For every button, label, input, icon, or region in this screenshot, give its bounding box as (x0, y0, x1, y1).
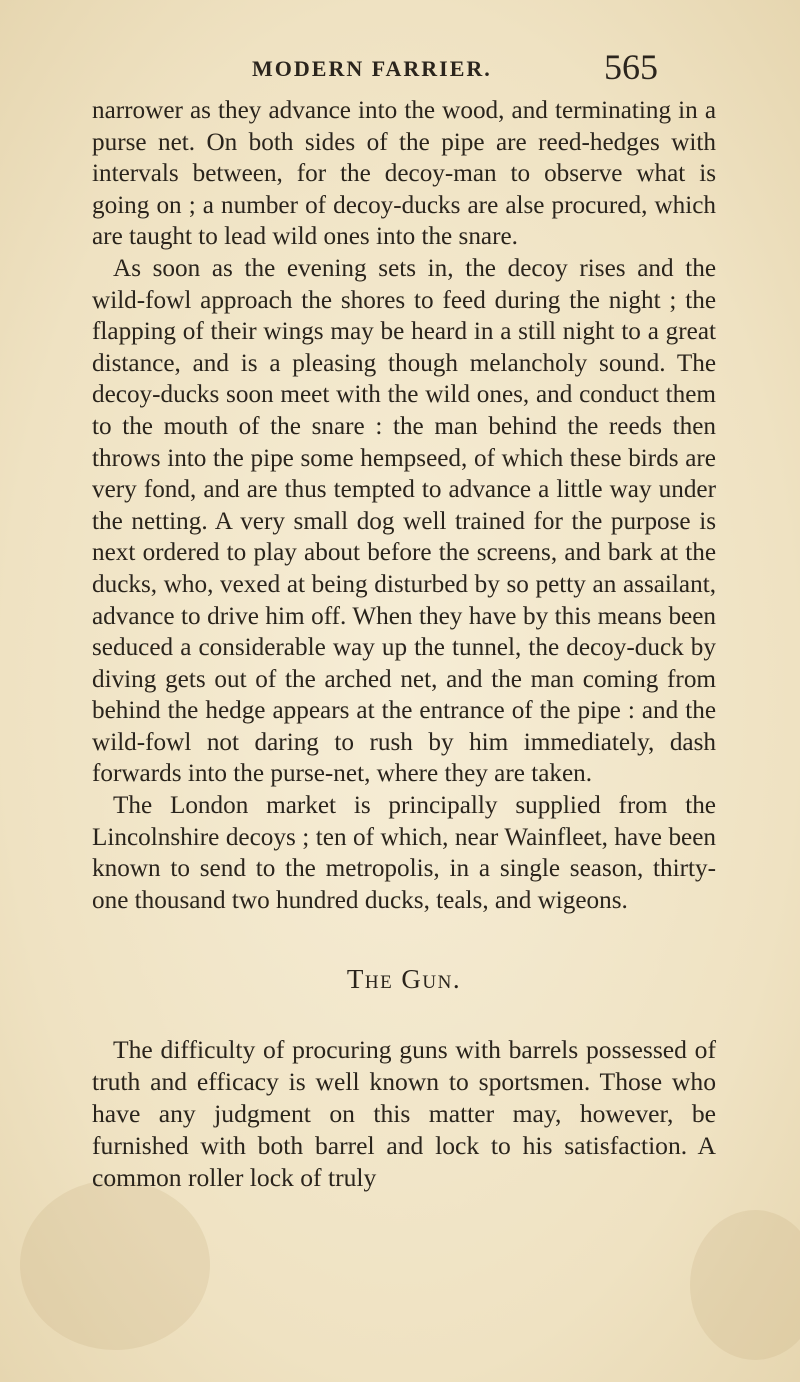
paragraph-decoy-evening: As soon as the evening sets in, the decoy rises and the wild-fowl approach the shores to feed during the night ; the flapping of their wings may be heard in a still night to a great distance, and is a pleasing though melancholy sound. The decoy-ducks soon meet with the wild ones, and conduct them to the mouth of the snare : the man behind the reeds then throws into the pipe some hempseed, of which these birds are very fond, and are thus tempted to advance a little way under the netting. A very small dog well trained for the purpose is next ordered to play about before the screens, and bark at the ducks, who, vexed at being disturbed by so petty an assailant, advance to drive him off. When they have by this means been seduced a considerable way up the tunnel, the decoy-duck by diving gets out of the arched net, and the man coming from behind the hedge appears at the entrance of the pipe : and the wild-fowl not daring to rush by him immediately, dash forwards into the purse-net, where they are taken. (92, 254, 716, 788)
running-head (0, 40, 800, 90)
running-title: MODERN FARRIER. (252, 56, 492, 81)
section-heading: The Gun. (346, 964, 462, 995)
body-text (92, 95, 716, 1194)
paragraph-london-market: The London market is principally supplied from the Lincolnshire decoys ; ten of which, near Wainfleet, have been known to send to the metropolis, in a single season, thirty-one thousand two hundred ducks, teals, and wigeons. (92, 792, 716, 914)
page-number: 565 (604, 47, 658, 87)
paper-stain (20, 1180, 210, 1350)
paragraph-continuation: narrower as they advance into the wood, and terminating in a purse net. On both sides of the pipe are reed-hedges with intervals between, for the decoy-man to observe what is going on ; a number of decoy-ducks are alse procured, which are taught to lead wild ones into the snare. (92, 97, 716, 251)
paragraph-the-gun: The difficulty of procuring guns with barrels possessed of truth and efficacy is well known to sportsmen. Those who have any judgment on this matter may, however, be furnished with both barrel and lock to his satisfaction. A common roller lock of truly (92, 1035, 716, 1193)
paper-stain (690, 1210, 800, 1360)
